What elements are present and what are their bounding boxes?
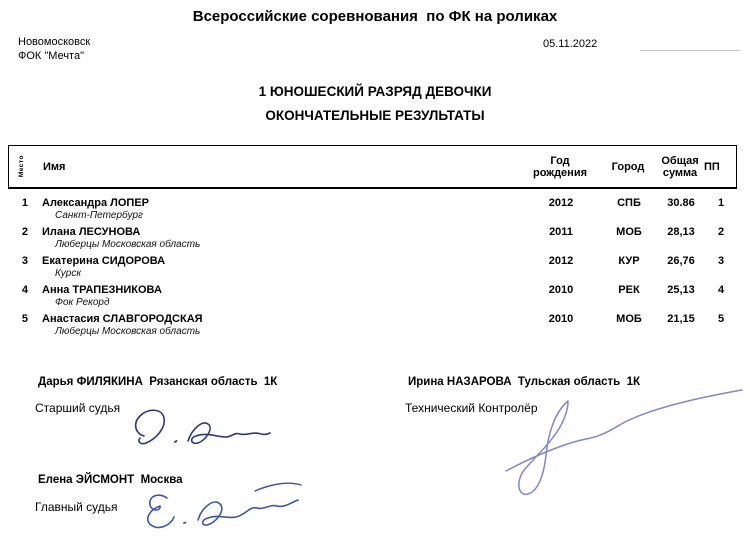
official-name-technical-controller: Ирина НАЗАРОВА Тульская область 1К — [408, 376, 641, 388]
cell-pp: 1 — [717, 197, 725, 209]
cell-birth-year: 2011 — [549, 226, 573, 238]
cell-birth-year: 2010 — [548, 313, 574, 325]
cell-city: МОБ — [616, 226, 642, 238]
table-row — [8, 197, 737, 226]
skater-club: Санкт-Петербург — [55, 210, 143, 221]
cell-total: 26,76 — [667, 255, 695, 267]
skater-name: Екатерина СИДОРОВА — [42, 255, 166, 267]
cell-place: 4 — [21, 284, 28, 296]
official-role-technical-controller: Технический Контролёр — [405, 401, 538, 415]
cell-place: 1 — [21, 197, 28, 209]
table-body — [8, 189, 737, 342]
cell-city: КУР — [618, 255, 640, 267]
cell-total: 21,15 — [667, 313, 695, 325]
cell-place: 3 — [21, 255, 28, 267]
table-row — [8, 313, 737, 342]
cell-name — [34, 284, 521, 309]
official-role-senior-judge: Старший судья — [35, 401, 121, 415]
official-name-senior-judge: Дарья ФИЛЯКИНА Рязанская область 1К — [38, 376, 278, 388]
category-title: 1 ЮНОШЕСКИЙ РАЗРЯД ДЕВОЧКИ — [258, 84, 492, 99]
cell-birth-year: 2012 — [548, 255, 574, 267]
cell-city: СПБ — [617, 197, 641, 209]
official-role-chief-judge: Главный судья — [35, 500, 118, 514]
cell-name — [34, 197, 521, 222]
document-title: Всероссийские соревнования по ФК на роликах — [192, 8, 558, 25]
skater-name: Анастасия СЛАВГОРОДСКАЯ — [42, 313, 203, 325]
signature-technical-controller — [488, 385, 750, 497]
event-venue: ФОК "Мечта" — [18, 50, 84, 62]
results-table — [8, 145, 737, 342]
cell-pp: 3 — [717, 255, 725, 267]
cell-name — [34, 313, 521, 338]
skater-club: Люберцы Московская область — [55, 326, 201, 337]
table-header-row — [8, 145, 737, 189]
header-birth-year: Год рождения — [532, 154, 588, 179]
cell-place: 2 — [21, 226, 28, 238]
skater-name: Александра ЛОПЕР — [42, 197, 150, 209]
header-name: Имя — [43, 160, 66, 173]
skater-name: Анна ТРАПЕЗНИКОВА — [42, 284, 162, 296]
skater-name: Илана ЛЕСУНОВА — [42, 226, 141, 238]
cell-total: 30.86 — [667, 197, 695, 209]
skater-club: Фок Рекорд — [55, 297, 110, 308]
cell-place: 5 — [21, 313, 28, 325]
cell-city: МОБ — [616, 313, 642, 325]
table-row — [8, 255, 737, 284]
header-pp: ПП — [704, 160, 720, 173]
event-city: Новомосковск — [18, 36, 91, 48]
cell-total: 25,13 — [667, 284, 695, 296]
table-row — [8, 226, 737, 255]
signature-chief-judge — [135, 478, 307, 538]
cell-name — [34, 255, 521, 280]
cell-birth-year: 2012 — [548, 197, 574, 209]
header-city: Город — [611, 160, 645, 173]
official-name-chief-judge: Елена ЭЙСМОНТ Москва — [38, 474, 183, 486]
cell-pp: 2 — [717, 226, 725, 238]
signature-senior-judge — [122, 398, 272, 453]
header-place: Место — [18, 155, 25, 178]
cell-total: 28,13 — [667, 226, 695, 238]
table-row — [8, 284, 737, 313]
skater-club: Курск — [55, 268, 82, 279]
event-date: 05.11.2022 — [543, 38, 598, 50]
cell-pp: 4 — [717, 284, 725, 296]
cell-birth-year: 2010 — [548, 284, 574, 296]
cell-name — [34, 226, 521, 251]
skater-club: Люберцы Московская область — [55, 239, 201, 250]
results-subtitle: ОКОНЧАТЕЛЬНЫЕ РЕЗУЛЬТАТЫ — [265, 108, 485, 123]
cell-pp: 5 — [717, 313, 725, 325]
date-underline-rule — [640, 50, 740, 51]
cell-city: РЕК — [618, 284, 640, 296]
header-total: Общая сумма — [661, 154, 699, 179]
